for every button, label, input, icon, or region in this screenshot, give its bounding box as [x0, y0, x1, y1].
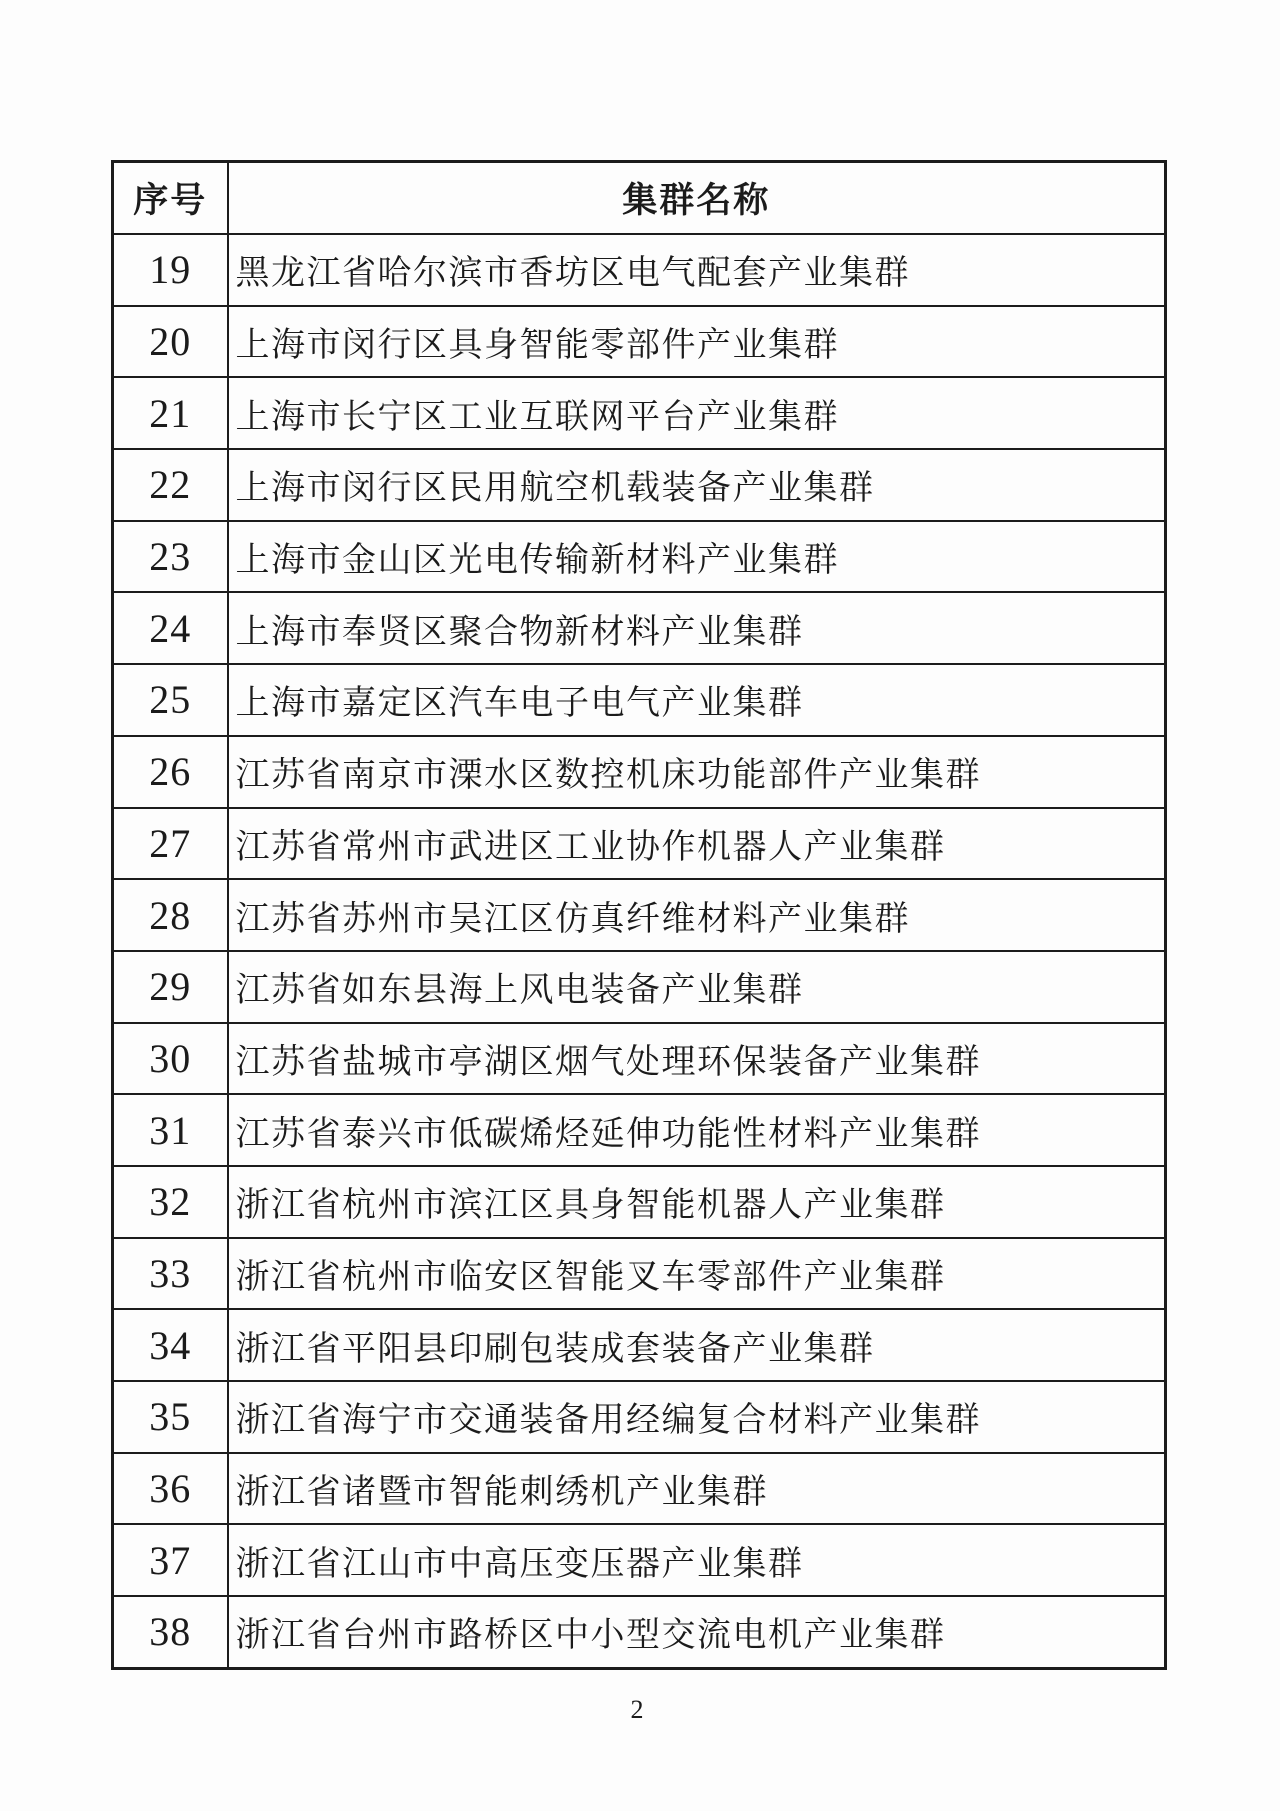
table-row [113, 1309, 1166, 1381]
serial-number-cell: 19 [113, 234, 228, 306]
table-row [113, 1238, 1166, 1310]
page-number: 2 [630, 1695, 644, 1724]
cluster-name-cell: 上海市闵行区民用航空机载装备产业集群 [228, 449, 1166, 521]
cluster-name-cell: 上海市金山区光电传输新材料产业集群 [228, 521, 1166, 593]
serial-number-cell: 23 [113, 521, 228, 593]
table-row [113, 377, 1166, 449]
serial-number-cell: 20 [113, 306, 228, 378]
cluster-name-cell: 上海市嘉定区汽车电子电气产业集群 [228, 664, 1166, 736]
table-header-row [113, 162, 1166, 235]
table-row [113, 1524, 1166, 1596]
serial-number-cell: 27 [113, 808, 228, 880]
serial-number-cell: 30 [113, 1023, 228, 1095]
cluster-name-cell: 浙江省台州市路桥区中小型交流电机产业集群 [228, 1596, 1166, 1668]
table-row [113, 1166, 1166, 1238]
table-row [113, 736, 1166, 808]
table-row [113, 1023, 1166, 1095]
serial-number-cell: 26 [113, 736, 228, 808]
cluster-name-cell: 江苏省盐城市亭湖区烟气处理环保装备产业集群 [228, 1023, 1166, 1095]
table-row [113, 951, 1166, 1023]
cluster-name-cell: 江苏省南京市溧水区数控机床功能部件产业集群 [228, 736, 1166, 808]
header-cell-serial-number: 序号 [113, 162, 228, 235]
serial-number-cell: 22 [113, 449, 228, 521]
serial-number-cell: 32 [113, 1166, 228, 1238]
table-row [113, 1381, 1166, 1453]
serial-number-cell: 21 [113, 377, 228, 449]
table-row [113, 234, 1166, 306]
serial-number-cell: 34 [113, 1309, 228, 1381]
cluster-name-cell: 浙江省诸暨市智能刺绣机产业集群 [228, 1453, 1166, 1525]
serial-number-cell: 24 [113, 592, 228, 664]
cluster-name-cell: 黑龙江省哈尔滨市香坊区电气配套产业集群 [228, 234, 1166, 306]
serial-number-cell: 28 [113, 879, 228, 951]
table-body [113, 234, 1166, 1668]
cluster-name-cell: 浙江省杭州市滨江区具身智能机器人产业集群 [228, 1166, 1166, 1238]
cluster-name-cell: 浙江省杭州市临安区智能叉车零部件产业集群 [228, 1238, 1166, 1310]
cluster-name-cell: 上海市奉贤区聚合物新材料产业集群 [228, 592, 1166, 664]
serial-number-cell: 37 [113, 1524, 228, 1596]
table-row [113, 521, 1166, 593]
table-row [113, 306, 1166, 378]
table-row [113, 664, 1166, 736]
serial-number-cell: 35 [113, 1381, 228, 1453]
serial-number-cell: 25 [113, 664, 228, 736]
serial-number-cell: 36 [113, 1453, 228, 1525]
cluster-name-cell: 上海市长宁区工业互联网平台产业集群 [228, 377, 1166, 449]
cluster-name-cell: 江苏省常州市武进区工业协作机器人产业集群 [228, 808, 1166, 880]
serial-number-cell: 38 [113, 1596, 228, 1668]
table-row [113, 1453, 1166, 1525]
cluster-name-cell: 江苏省如东县海上风电装备产业集群 [228, 951, 1166, 1023]
table-row [113, 808, 1166, 880]
table-row [113, 1596, 1166, 1668]
header-cell-cluster-name: 集群名称 [228, 162, 1166, 235]
serial-number-cell: 31 [113, 1094, 228, 1166]
cluster-name-cell: 浙江省平阳县印刷包装成套装备产业集群 [228, 1309, 1166, 1381]
cluster-name-cell: 浙江省海宁市交通装备用经编复合材料产业集群 [228, 1381, 1166, 1453]
serial-number-cell: 33 [113, 1238, 228, 1310]
cluster-table [111, 160, 1167, 1670]
table-row [113, 449, 1166, 521]
cluster-name-cell: 浙江省江山市中高压变压器产业集群 [228, 1524, 1166, 1596]
table-row [113, 592, 1166, 664]
cluster-name-cell: 上海市闵行区具身智能零部件产业集群 [228, 306, 1166, 378]
table-row [113, 1094, 1166, 1166]
table-row [113, 879, 1166, 951]
serial-number-cell: 29 [113, 951, 228, 1023]
cluster-name-cell: 江苏省泰兴市低碳烯烃延伸功能性材料产业集群 [228, 1094, 1166, 1166]
cluster-name-cell: 江苏省苏州市吴江区仿真纤维材料产业集群 [228, 879, 1166, 951]
